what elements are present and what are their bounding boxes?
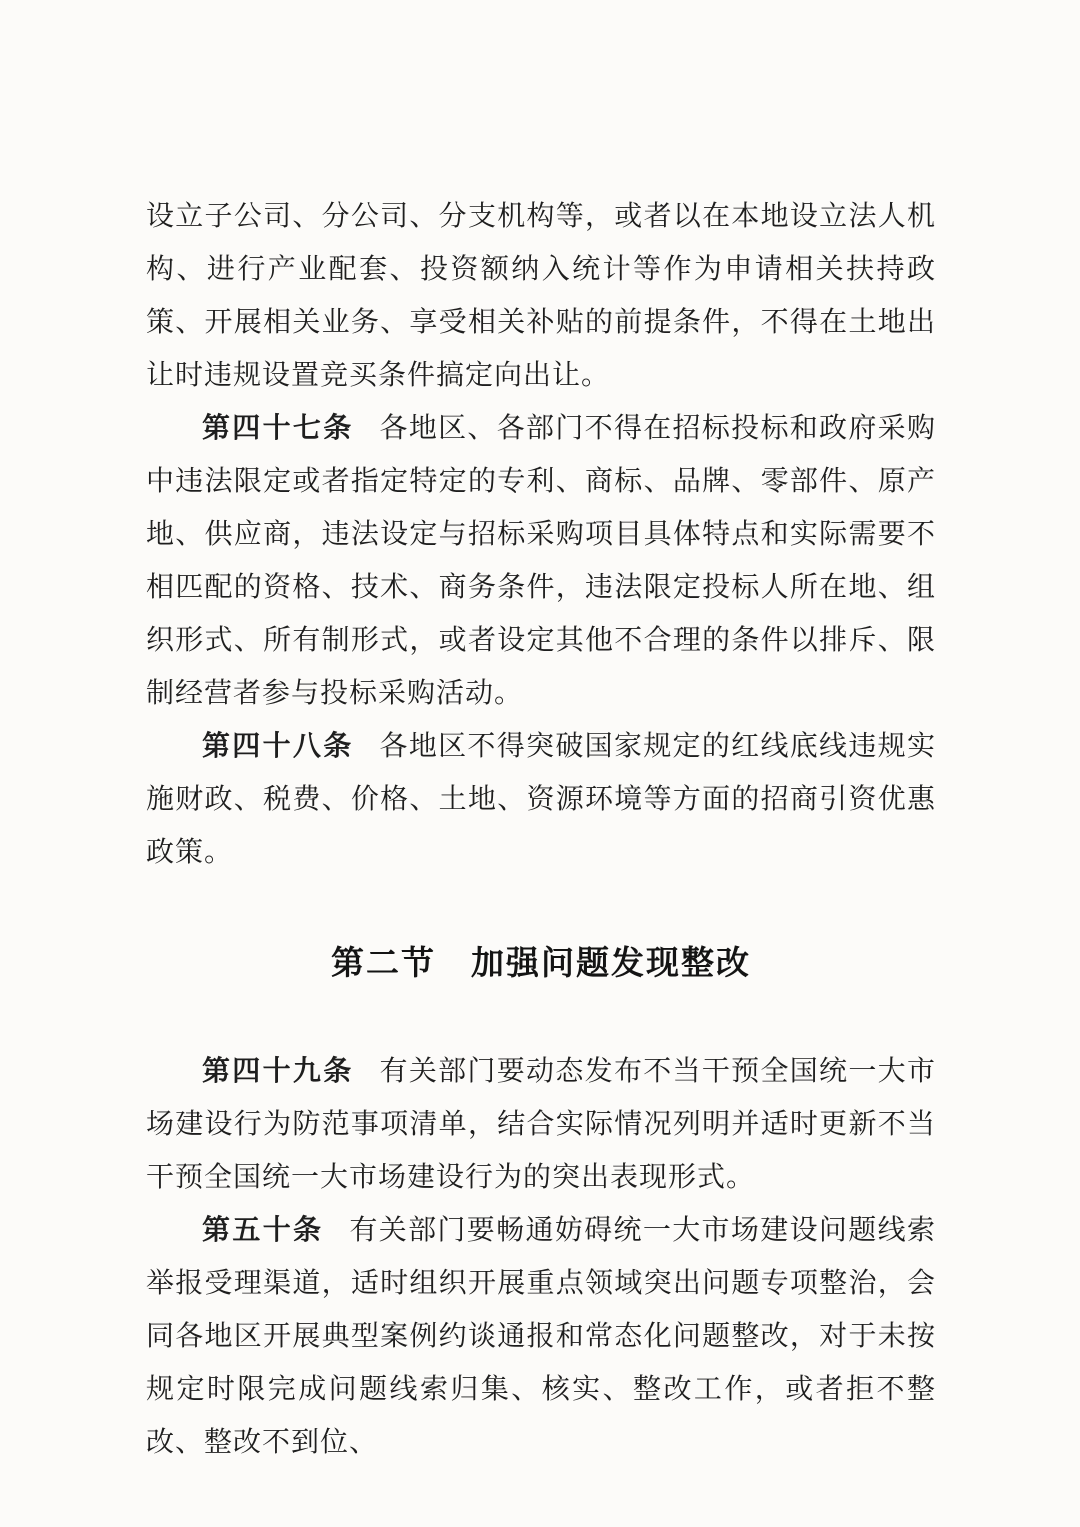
paragraph-article-50 xyxy=(146,1204,936,1469)
article-50-number: 第五十条 xyxy=(202,1215,324,1246)
paragraph-article-49 xyxy=(146,1045,936,1204)
article-47-text: 各地区、各部门不得在招标投标和政府采购中违法限定或者指定特定的专利、商标、品牌、零部件、原产地、供应商，违法设定与招标采购项目具体特点和实际需要不相匹配的资格、技术、商务条件，违法限定投标人所在地、组织形式、所有制形式，或者设定其他不合理的条件以排斥、限制经营者参与投标采购活动。 xyxy=(146,413,936,709)
article-48-number: 第四十八条 xyxy=(202,731,354,762)
article-49-number: 第四十九条 xyxy=(202,1056,354,1087)
article-50-text: 有关部门要畅通妨碍统一大市场建设问题线索举报受理渠道，适时组织开展重点领域突出问题专项整治，会同各地区开展典型案例约谈通报和常态化问题整改，对于未按规定时限完成问题线索归集、核实、整改工作，或者拒不整改、整改不到位、 xyxy=(146,1215,936,1458)
text-block xyxy=(146,190,936,1469)
article-47-number: 第四十七条 xyxy=(202,413,354,444)
article-48-text: 各地区不得突破国家规定的红线底线违规实施财政、税费、价格、土地、资源环境等方面的招商引资优惠政策。 xyxy=(146,731,936,868)
paragraph-continuation: 设立子公司、分公司、分支机构等，或者以在本地设立法人机构、进行产业配套、投资额纳入统计等作为申请相关扶持政策、开展相关业务、享受相关补贴的前提条件，不得在土地出让时违规设置竞买条件搞定向出让。 xyxy=(146,201,936,391)
paragraph-article-48 xyxy=(146,720,936,879)
article-49-text: 有关部门要动态发布不当干预全国统一大市场建设行为防范事项清单，结合实际情况列明并适时更新不当干预全国统一大市场建设行为的突出表现形式。 xyxy=(146,1056,936,1193)
paragraph-article-47 xyxy=(146,402,936,720)
section-heading: 第二节 加强问题发现整改 xyxy=(331,944,751,981)
